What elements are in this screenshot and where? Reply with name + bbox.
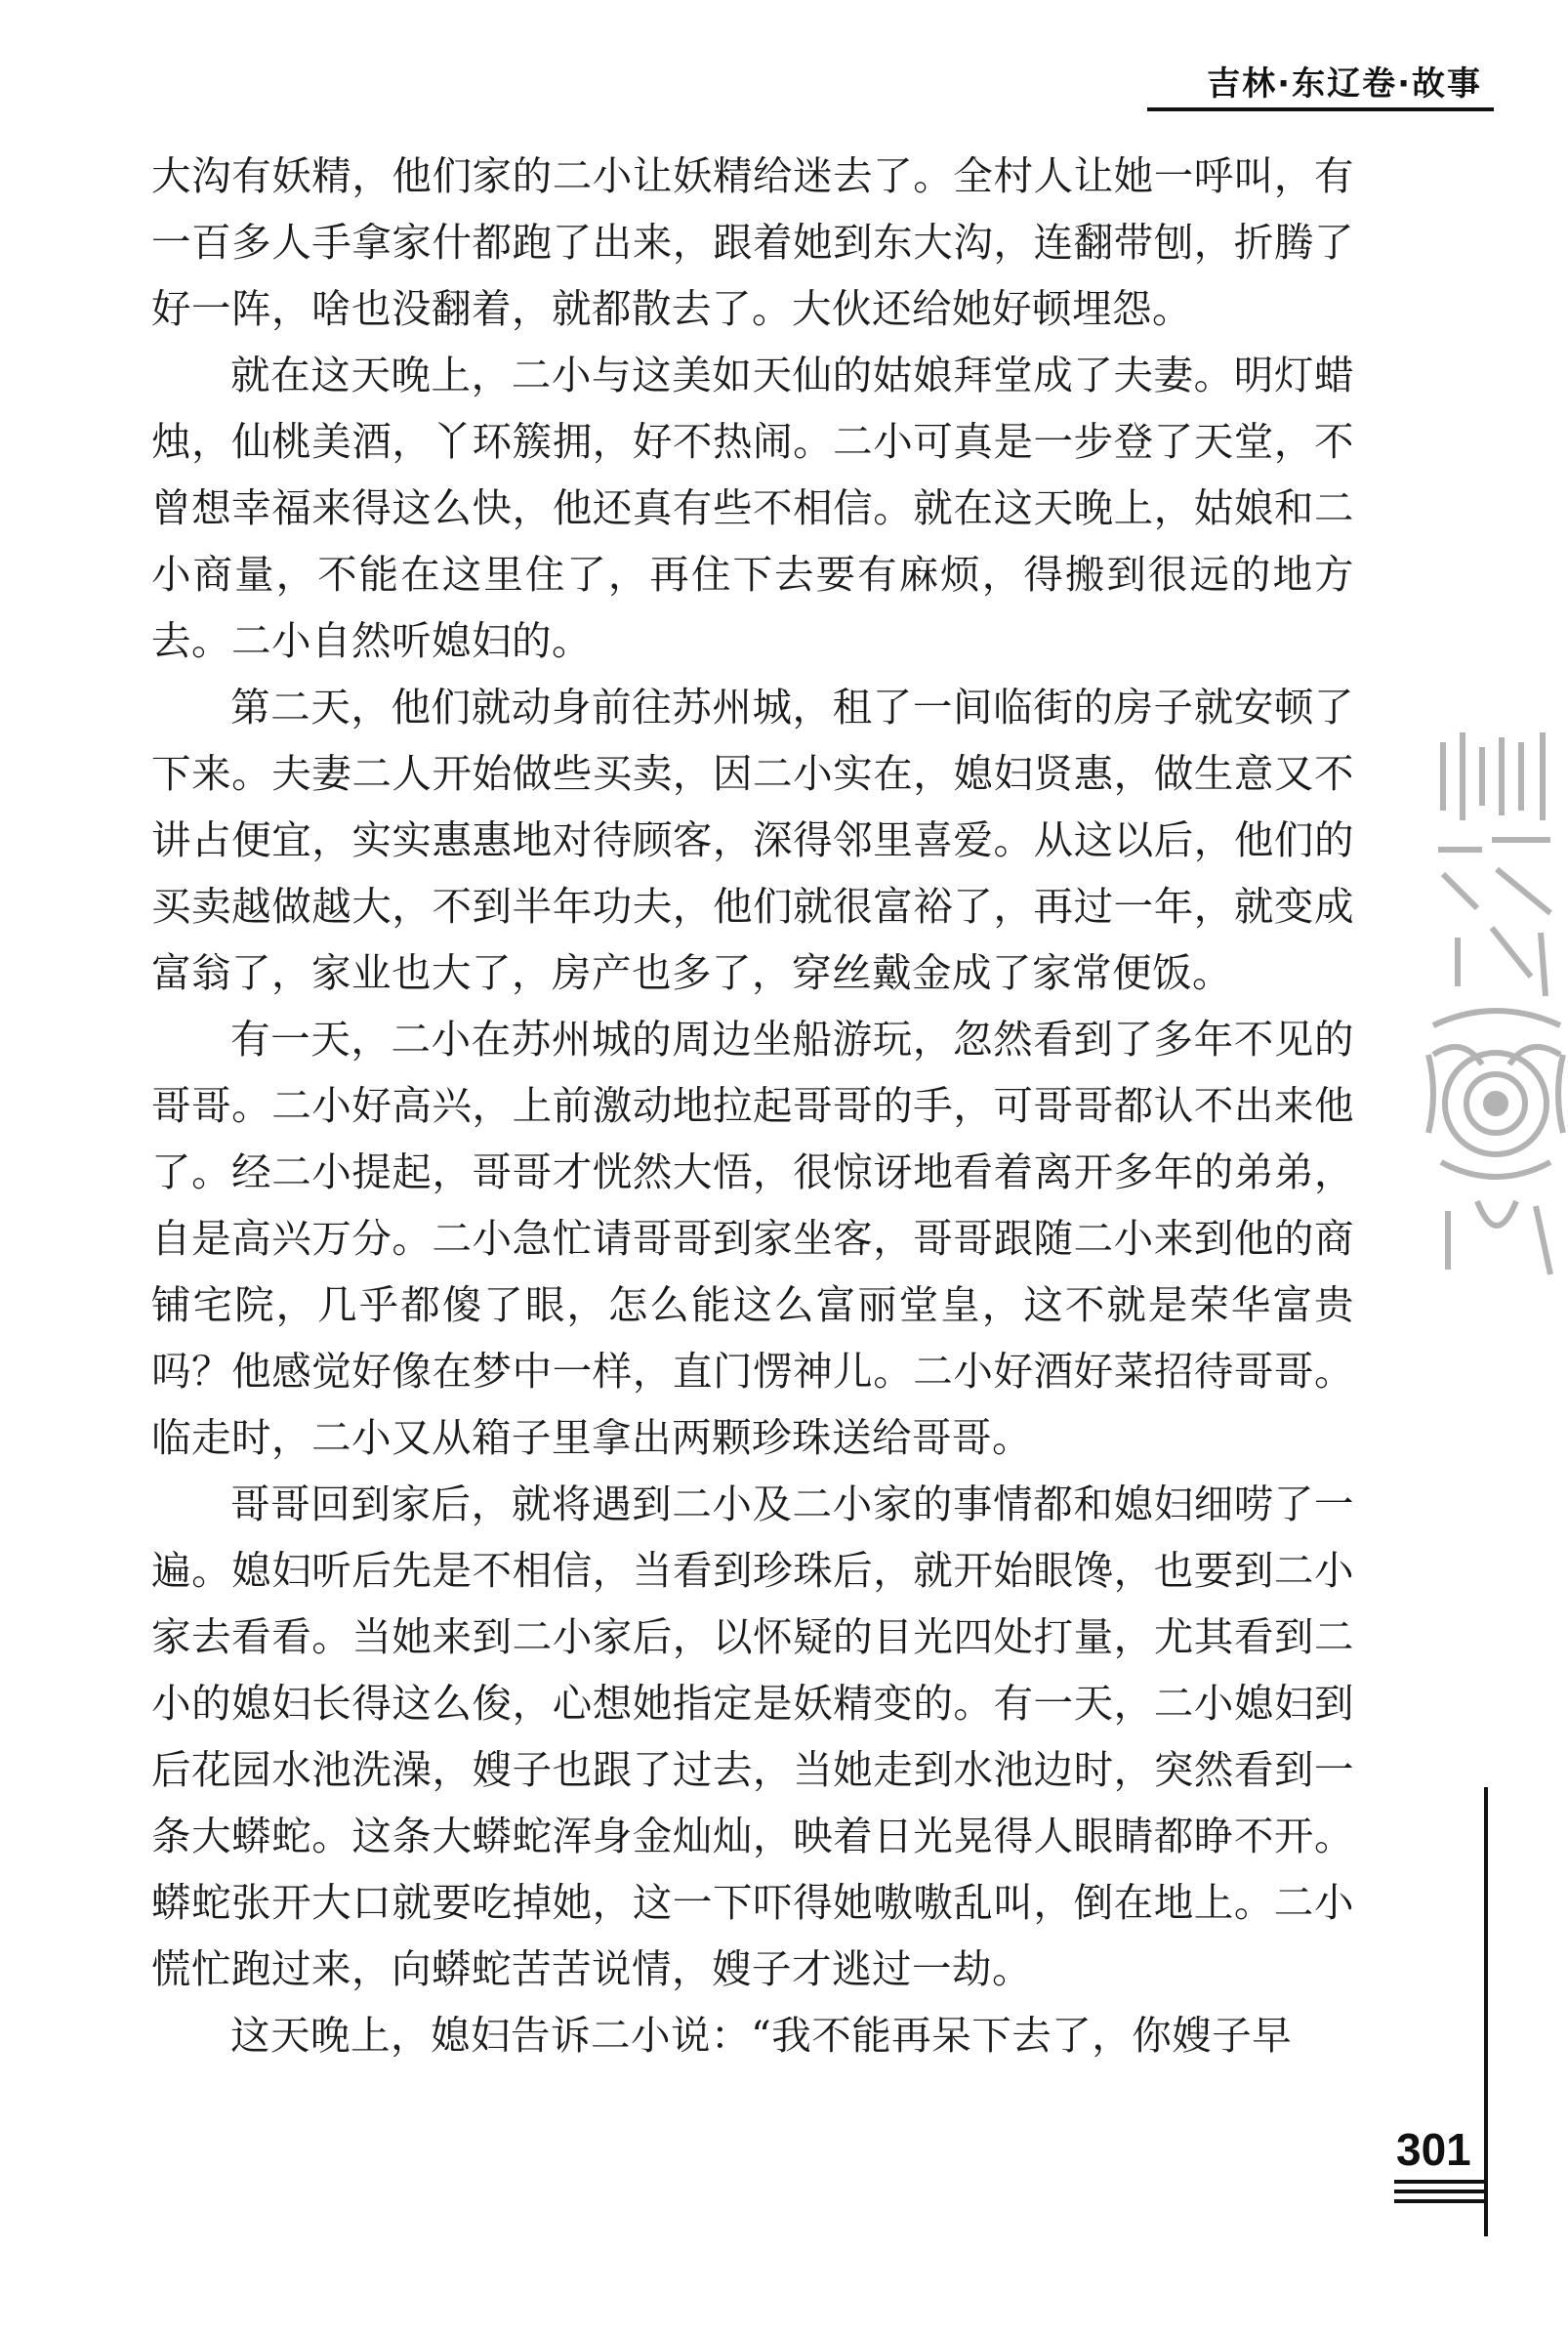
- paragraph: 就在这天晚上，二小与这美如天仙的姑娘拜堂成了夫妻。明灯蜡烛，仙桃美酒，丫环簇拥，好不热闹。二小可真是一步登了天堂，不曾想幸福来得这么快，他还真有些不相信。就在这天晚上，姑娘和二小商量，不能在这里住了，再住下去要有麻烦，得搬到很远的地方去。二小自然听媳妇的。: [151, 352, 1354, 664]
- paragraph: 有一天，二小在苏州城的周边坐船游玩，忽然看到了多年不见的哥哥。二小好高兴，上前激动地拉起哥哥的手，可哥哥都认不出来他了。经二小提起，哥哥才恍然大悟，很惊讶地看着离开多年的弟弟，自是高兴万分。二小急忙请哥哥到家坐客，哥哥跟随二小来到他的商铺宅院，几乎都傻了眼，怎么能这么富丽堂皇，这不就是荣华富贵吗？他感觉好像在梦中一样，直门愣神儿。二小好酒好菜招待哥哥。临走时，二小又从箱子里拿出两颗珍珠送给哥哥。: [151, 1016, 1354, 1461]
- body-text: [151, 143, 1354, 2068]
- header-rule: [1147, 107, 1494, 111]
- folk-pattern-ornament-icon: [1424, 703, 1568, 1289]
- page-number: 301: [1396, 2124, 1471, 2175]
- paragraph: 大沟有妖精，他们家的二小让妖精给迷去了。全村人让她一呼叫，有一百多人手拿家什都跑了出来，跟着她到东大沟，连翻带刨，折腾了好一阵，啥也没翻着，就都散去了。大伙还给她好顿埋怨。: [151, 152, 1354, 332]
- running-header: 吉林·东辽卷·故事: [1207, 64, 1482, 104]
- paragraph: 第二天，他们就动身前往苏州城，租了一间临街的房子就安顿了下来。夫妻二人开始做些买卖，因二小实在，媳妇贤惠，做生意又不讲占便宜，实实惠惠地对待顾客，深得邻里喜爱。从这以后，他们的买卖越做越大，不到半年功夫，他们就很富裕了，再过一年，就变成富翁了，家业也大了，房产也多了，穿丝戴金成了家常便饭。: [151, 684, 1354, 996]
- paragraph: 哥哥回到家后，就将遇到二小及二小家的事情都和媳妇细唠了一遍。媳妇听后先是不相信，当看到珍珠后，就开始眼馋，也要到二小家去看看。当她来到二小家后，以怀疑的目光四处打量，尤其看到二小的媳妇长得这么俊，心想她指定是妖精变的。有一天，二小媳妇到后花园水池洗澡，嫂子也跟了过去，当她走到水池边时，突然看到一条大蟒蛇。这条大蟒蛇浑身金灿灿，映着日光晃得人眼睛都睁不开。蟒蛇张开大口就要吃掉她，这一下吓得她嗷嗷乱叫，倒在地上。二小慌忙跑过来，向蟒蛇苦苦说情，嫂子才逃过一劫。: [151, 1481, 1354, 1992]
- paragraph: 这天晚上，媳妇告诉二小说：“我不能再呆下去了，你嫂子早: [230, 2012, 1293, 2059]
- page-number-rule: [1394, 2180, 1488, 2184]
- page-number-rule: [1394, 2199, 1488, 2203]
- right-margin-rule: [1484, 1787, 1488, 2236]
- page-number-rule: [1394, 2190, 1488, 2193]
